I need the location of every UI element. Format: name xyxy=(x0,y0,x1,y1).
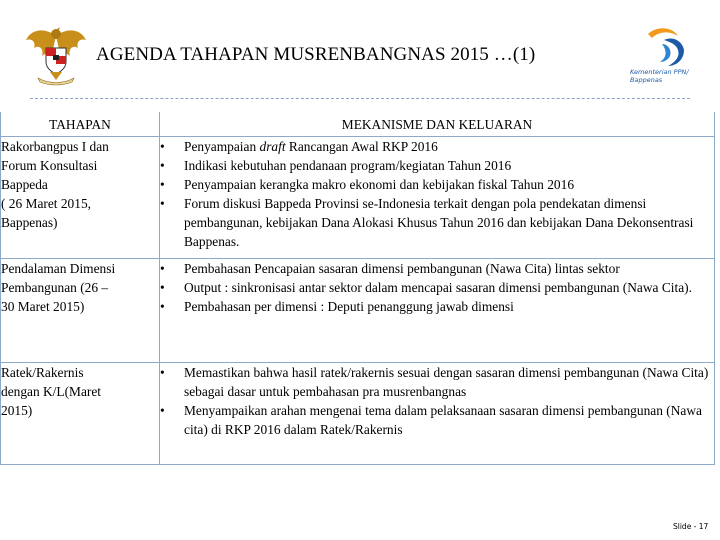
bappenas-logo-icon xyxy=(642,24,702,68)
list-item: • Pembahasan Pencapaian sasaran dimensi pembangunan (Nawa Cita) lintas sektor xyxy=(160,259,714,278)
list-item: • Indikasi kebutuhan pendanaan program/kegiatan Tahun 2016 xyxy=(160,156,714,175)
mechanism-list xyxy=(160,137,714,251)
garuda-emblem-icon xyxy=(24,22,88,86)
column-header-mekanisme: MEKANISME DAN KELUARAN xyxy=(160,112,715,137)
list-item: • Penyampaian draft Rancangan Awal RKP 2016 xyxy=(160,137,714,156)
list-item: • Forum diskusi Bappeda Provinsi se-Indonesia terkait dengan pola pendekatan dimensi pembangunan, kebijakan Dana Alokasi Khusus Tahun 2016 dan kebijakan Dana Dekonsentrasi Bappenas. xyxy=(160,194,714,251)
list-item: • Memastikan bahwa hasil ratek/rakernis sesuai dengan sasaran dimensi pembangunan (Nawa Cita) sebagai dasar untuk pembahasan pra musrenbangnas xyxy=(160,363,714,401)
table-header-row xyxy=(1,112,715,137)
mechanism-cell xyxy=(160,259,715,363)
mechanism-list xyxy=(160,363,714,439)
mechanism-list xyxy=(160,259,714,316)
mechanism-cell xyxy=(160,137,715,259)
table-row xyxy=(1,363,715,465)
list-item: • Pembahasan per dimensi : Deputi penanggung jawab dimensi xyxy=(160,297,714,316)
column-header-tahapan: TAHAPAN xyxy=(1,112,160,137)
stage-cell: Ratek/Rakernis dengan K/L(Maret 2015) xyxy=(1,363,160,465)
stage-cell: Pendalaman Dimensi Pembangunan (26 – 30 Maret 2015) xyxy=(1,259,160,363)
mechanism-cell xyxy=(160,363,715,465)
list-item: • Penyampaian kerangka makro ekonomi dan kebijakan fiskal Tahun 2016 xyxy=(160,175,714,194)
table-row xyxy=(1,259,715,363)
bappenas-logo xyxy=(624,24,704,88)
header-divider xyxy=(30,98,690,99)
list-item: • Output : sinkronisasi antar sektor dalam mencapai sasaran dimensi pembangunan (Nawa Cita). xyxy=(160,278,714,297)
agenda-table xyxy=(0,112,715,465)
logo-text: Kementerian PPN/ Bappenas xyxy=(630,68,689,84)
list-item: • Menyampaikan arahan mengenai tema dalam pelaksanaan sasaran dimensi pembangunan (Nawa cita) di RKP 2016 dalam Ratek/Rakernis xyxy=(160,401,714,439)
slide-header xyxy=(0,0,720,100)
stage-cell: Rakorbangpus I dan Forum Konsultasi Bappeda ( 26 Maret 2015, Bappenas) xyxy=(1,137,160,259)
table-row xyxy=(1,137,715,259)
slide-number: Slide - 17 xyxy=(673,522,709,531)
emphasis-text: draft xyxy=(259,139,286,154)
slide-title: AGENDA TAHAPAN MUSRENBANGNAS 2015 …(1) xyxy=(96,44,536,65)
